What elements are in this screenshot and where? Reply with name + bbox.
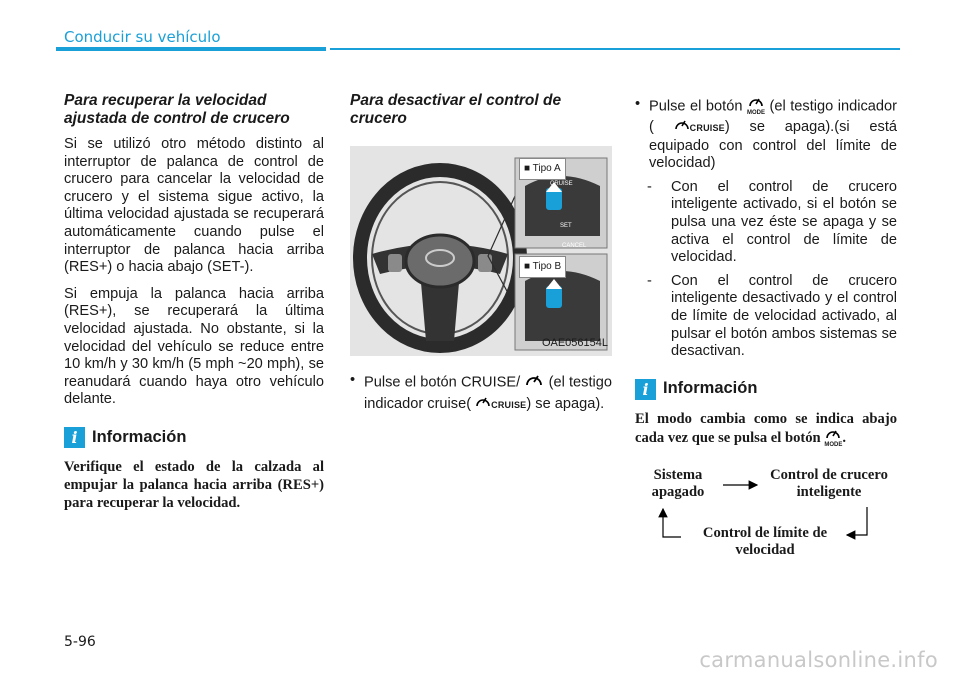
bullet-mode-text-c: ) se apaga).(si está equipado con control del límite de velocidad) xyxy=(649,119,897,172)
bullet-mode-button xyxy=(635,96,897,173)
switch-label-set: SET xyxy=(560,223,572,229)
switch-label-cancel: CANCEL xyxy=(562,243,587,249)
info-header xyxy=(64,427,324,448)
bullet-cruise-off xyxy=(350,372,612,414)
paragraph-resume-1: Si se utilizó otro método distinto al interruptor de palanca de control de crucero para cancelar la velocidad de crucero y el sistema sigue activo, la última velocidad ajustada se recuperará automáticamente cuando pulse el interruptor de palanca hacia arriba (RES+) o hacia abajo (SET-). xyxy=(64,136,324,276)
mode-button-icon: MODE xyxy=(824,428,842,449)
header-rule-thin xyxy=(330,48,900,50)
bullet-cruise-text-a: Pulse el botón CRUISE/ xyxy=(364,374,521,391)
cruise-indicator-icon: CRUISE xyxy=(674,117,725,138)
bullet-mode-text-b: (el testigo indicador ( xyxy=(649,98,897,136)
info-header-2 xyxy=(635,379,897,400)
figure-label-type-b: ■ Tipo B xyxy=(519,256,566,278)
switch-label-cruise: CRUISE xyxy=(550,181,573,187)
figure-label-type-a: ■ Tipo A xyxy=(519,158,566,180)
mode-button-icon: MODE xyxy=(747,96,765,117)
info-icon: i xyxy=(64,427,85,448)
section-title: Conducir su vehículo xyxy=(64,28,221,46)
watermark: carmanualsonline.info xyxy=(699,648,938,672)
figure-code: OAE056154L xyxy=(541,337,608,350)
steering-wheel-figure xyxy=(350,146,612,356)
speedometer-icon xyxy=(524,372,544,394)
cruise-indicator-icon: CRUISE xyxy=(475,394,526,415)
info-title-2: Información xyxy=(663,379,758,398)
heading-resume-speed: Para recuperar la velocidad ajustada de control de crucero xyxy=(64,92,290,127)
info-icon: i xyxy=(635,379,656,400)
column-3 xyxy=(635,96,897,575)
heading-deactivate: Para desactivar el control de crucero xyxy=(350,92,562,127)
dash-item-2: - Con el control de crucero inteligente desactivado y el control de límite de velocidad activado, al pulsar el botón ambos sistemas se desactivan. xyxy=(647,272,897,360)
header-rule-thick xyxy=(56,47,326,51)
info-text: Verifique el estado de la calzada al empujar la palanca hacia arriba (RES+) para recuperar la velocidad. xyxy=(64,458,324,511)
bullet-cruise-text-c: ) se apaga). xyxy=(526,395,605,412)
dash-item-1: - Con el control de crucero inteligente activado, si el botón se pulsa una vez éste se apaga y se activa el control de límite de velocidad. xyxy=(647,178,897,266)
column-1 xyxy=(64,92,324,512)
mode-cycle-diagram xyxy=(635,465,897,575)
bullet-cruise-text-b: (el testigo indicador cruise( xyxy=(364,374,613,412)
paragraph-resume-2: Si empuja la palanca hacia arriba (RES+), se recuperará la última velocidad ajustada. No obstante, si la velocidad del vehículo se reduce entre 10 km/h y 30 km/h (5 mph ~20 mph), se reanudará cuando haya otro vehículo delante. xyxy=(64,285,324,408)
diagram-node-off: Sistema apagado xyxy=(651,466,705,500)
column-2 xyxy=(350,92,612,420)
info-title: Información xyxy=(92,427,187,446)
info-text-2: El modo cambia como se indica abajo cada vez que se pulsa el botón MODE. xyxy=(635,410,897,448)
diagram-node-smart-cruise: Control de crucero inteligente xyxy=(770,466,888,500)
bullet-mode-text-a: Pulse el botón xyxy=(649,98,743,115)
diagram-node-speed-limit: Control de límite de velocidad xyxy=(702,524,828,558)
page-number: 5-96 xyxy=(64,634,96,650)
